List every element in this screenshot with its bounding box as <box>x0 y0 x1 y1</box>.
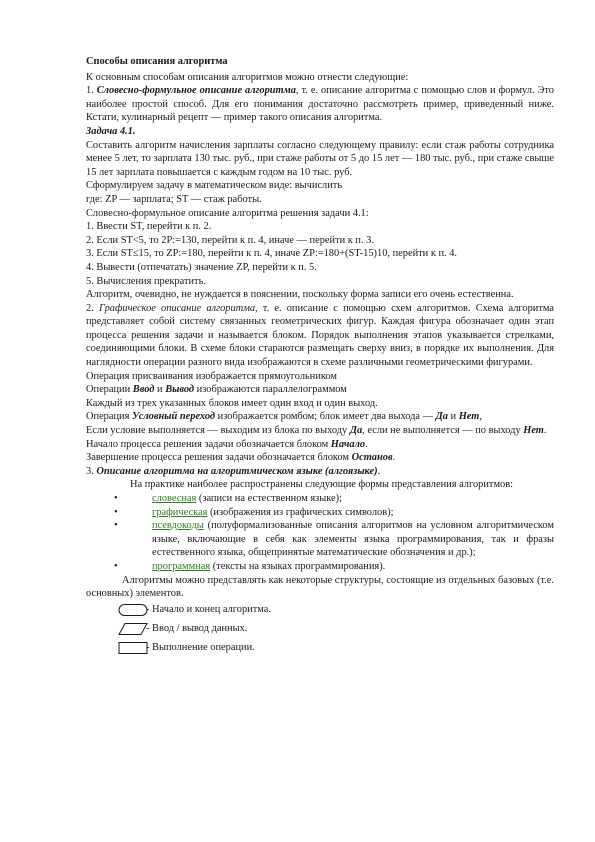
document-page <box>86 55 554 658</box>
step-1: 1. Ввести ST, перейти к п. 2. <box>86 221 212 233</box>
remark-text: Алгоритм, очевидно, не нуждается в пояснении, поскольку форма записи его очень естественна. <box>86 289 514 301</box>
list-item: • программная (тексты на языках программирования). <box>114 560 386 572</box>
legend-rectangle <box>118 639 554 658</box>
legend-terminator <box>118 601 554 620</box>
form-term: программная <box>152 560 211 572</box>
practice-text: На практике наиболее распространены следующие формы представления алгоритмов: <box>130 479 514 491</box>
form-term: псевдокоды <box>152 520 204 532</box>
step-2: 2. Если ST<5, то 2P:=130, перейти к п. 4, иначе — перейти к п. 3. <box>86 234 374 246</box>
method-1-term: Словесно-формульное описание алгоритма <box>96 85 296 97</box>
list-item: • псевдокоды (полуформализованные описания алгоритмов на условном алгоритмическом языке, включающие в себя как элементы языка программирования, так и фразы естественного языка, общепринятые математические обозначения и др.); <box>114 520 554 559</box>
assign-text: Операция присваивания изображается прямоугольником <box>86 370 337 382</box>
end-text: Завершение процесса решения задачи обозначается блоком Останов. <box>86 452 396 464</box>
method-2-text: , т. е. описание с помощью схем алгоритмов. Схема алгоритма представляет собой систему связанных геометрических фигур. Каждая фигура обозначает один этап процесса решения задачи и называется блоком. Порядок выполнения этапов указывается стрелками, соединяющими блоки. В схеме блоки стараются размещать сверху вниз, в порядке их выполнения. Для наглядности операции разного вида изображаются в схеме различными геометрическими фигурами. <box>86 302 554 369</box>
list-item: • словесная (записи на естественном языке); <box>114 493 342 504</box>
list-item: • графическая (изображения из графических символов); <box>114 506 394 518</box>
io-text: Операции Ввод и Вывод изображаются параллелограммом <box>86 384 347 396</box>
method-1-text: , т. е. описание алгоритма с помощью слов и формул. Это наиболее простой способ. Для его понимания достаточно рассмотреть пример, приведенный ниже. Кстати, кулинарный рецепт — пример такого описания алгоритма. <box>86 85 554 124</box>
task-label: Задача 4.1. <box>86 125 136 137</box>
step-5: 5. Вычисления прекратить. <box>86 275 206 287</box>
verbal-title: Словесно-формульное описание алгоритма решения задачи 4.1: <box>86 207 369 219</box>
rectangle-shape-icon <box>118 641 148 655</box>
step-3: 3. Если ST≤15, то ZP:=180, перейти к п. 4, иначе ZP:=180+(ST-15)10, перейти к п. 4. <box>86 248 458 260</box>
start-text: Начало процесса решения задачи обозначается блоком Начало. <box>86 438 368 450</box>
legend-label: - Начало и конец алгоритма. <box>146 604 271 616</box>
legend-label: - Выполнение операции. <box>146 642 255 654</box>
item-number: 1. <box>86 85 97 97</box>
legend-label: - Ввод / вывод данных. <box>146 623 248 635</box>
form-term: графическая <box>152 506 208 518</box>
method-1-paragraph <box>86 84 554 125</box>
method-2-paragraph <box>86 302 554 370</box>
task-text: Составить алгоритм начисления зарплаты согласно следующему правилу: если стаж работы сотрудника менее 5 лет, то зарплата 130 тыс. руб., при стаже работы от 5 до 15 лет — 180 тыс. руб., при стаже свыше 15 лет зарплата повышается с каждым годом на 10 тыс. руб. <box>86 139 554 178</box>
condition-text: Операция Условный переход изображается ромбом; блок имеет два выхода — Да и Нет, <box>86 411 482 423</box>
legend-parallelogram <box>118 620 554 639</box>
blocks-text: Каждый из трех указанных блоков имеет один вход и один выход. <box>86 397 378 409</box>
item-number: 2. <box>86 302 99 314</box>
parallelogram-shape-icon <box>118 622 148 636</box>
method-3-paragraph: 3. Описание алгоритма на алгоритмическом языке (алгоязыке). <box>86 465 381 477</box>
where-text: где: ZP — зарплата; ST — стаж работы. <box>86 193 262 205</box>
intro-text: К основным способам описания алгоритмов можно отнести следующие: <box>86 71 409 83</box>
form-term: словесная <box>152 493 197 504</box>
method-2-term: Графическое описание алгоритма <box>98 302 256 314</box>
terminator-shape-icon <box>118 603 148 617</box>
step-4: 4. Вывести (отпечатать) значение ZP, перейти к п. 5. <box>86 261 317 273</box>
page-title: Способы описания алгоритма <box>86 56 228 67</box>
condition-exit-text: Если условие выполняется — выходим из блока по выходу Да, если не выполняется — по выходу Нет. <box>86 425 547 437</box>
structures-text: Алгоритмы можно представлять как некоторые структуры, состоящие из отдельных базовых (т.е. основных) элементов. <box>86 574 554 600</box>
method-3-term: Описание алгоритма на алгоритмическом языке (алгоязыке) <box>96 465 378 477</box>
formulate-text: Сформулируем задачу в математическом виде: вычислить <box>86 180 343 192</box>
